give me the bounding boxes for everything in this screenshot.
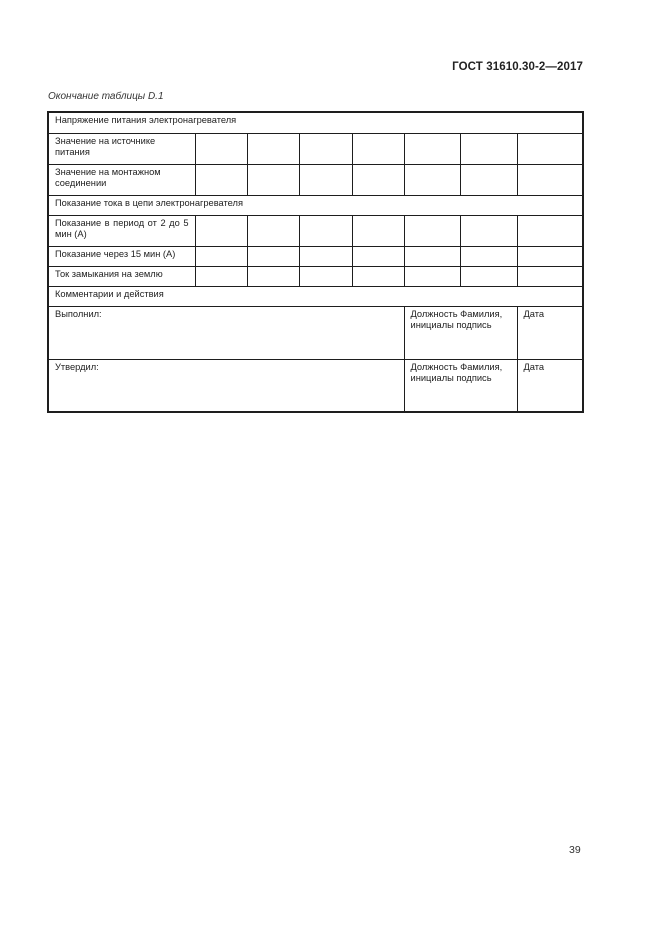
value-cell[interactable] [352,215,404,246]
value-cell[interactable] [299,215,352,246]
row-label-install: Значение на монтажном соединении [48,164,195,195]
table-caption: Окончание таблицы D.1 [48,91,164,102]
row-label-period: Показание в период от 2 до 5 мин (А) [48,215,195,246]
value-cell[interactable] [195,133,247,164]
value-cell[interactable] [517,215,583,246]
value-cell[interactable] [195,215,247,246]
value-cell[interactable] [195,266,247,286]
performed-label: Выполнил: [55,308,102,319]
value-cell[interactable] [247,266,299,286]
value-cell[interactable] [517,266,583,286]
date-label: Дата [523,361,545,372]
value-cell[interactable] [299,133,352,164]
row-label-ground: Ток замыкания на землю [48,266,195,286]
value-cell[interactable] [247,246,299,266]
date-cell[interactable] [517,306,583,359]
value-cell[interactable] [460,215,517,246]
date-cell[interactable] [517,359,583,412]
value-cell[interactable] [247,164,299,195]
value-cell[interactable] [404,164,460,195]
section-current: Показание тока в цепи электронагревателя [48,195,583,215]
value-cell[interactable] [352,133,404,164]
section-comments: Комментарии и действия [48,286,583,306]
value-cell[interactable] [247,133,299,164]
row-label-15min: Показание через 15 мин (А) [48,246,195,266]
value-cell[interactable] [299,266,352,286]
page-number: 39 [569,844,581,856]
document-code: ГОСТ 31610.30-2—2017 [452,61,583,73]
data-table [47,111,584,413]
value-cell[interactable] [352,246,404,266]
value-cell[interactable] [195,164,247,195]
value-cell[interactable] [299,246,352,266]
value-cell[interactable] [460,246,517,266]
value-cell[interactable] [517,246,583,266]
value-cell[interactable] [352,164,404,195]
approved-label: Утвердил: [55,361,99,372]
value-cell[interactable] [195,246,247,266]
value-cell[interactable] [404,266,460,286]
value-cell[interactable] [247,215,299,246]
row-label-source: Значение на источнике питания [48,133,195,164]
value-cell[interactable] [404,133,460,164]
value-cell[interactable] [460,164,517,195]
position-name-signature: Должность Фамилия, инициалы подпись [404,359,517,412]
value-cell[interactable] [460,266,517,286]
value-cell[interactable] [299,164,352,195]
approved-by-cell[interactable] [48,359,404,412]
performed-by-cell[interactable] [48,306,404,359]
value-cell[interactable] [460,133,517,164]
section-voltage: Напряжение питания электронагревателя [48,112,583,133]
value-cell[interactable] [352,266,404,286]
value-cell[interactable] [517,164,583,195]
value-cell[interactable] [404,215,460,246]
date-label: Дата [523,308,545,319]
position-name-signature: Должность Фамилия, инициалы подпись [404,306,517,359]
value-cell[interactable] [404,246,460,266]
value-cell[interactable] [517,133,583,164]
